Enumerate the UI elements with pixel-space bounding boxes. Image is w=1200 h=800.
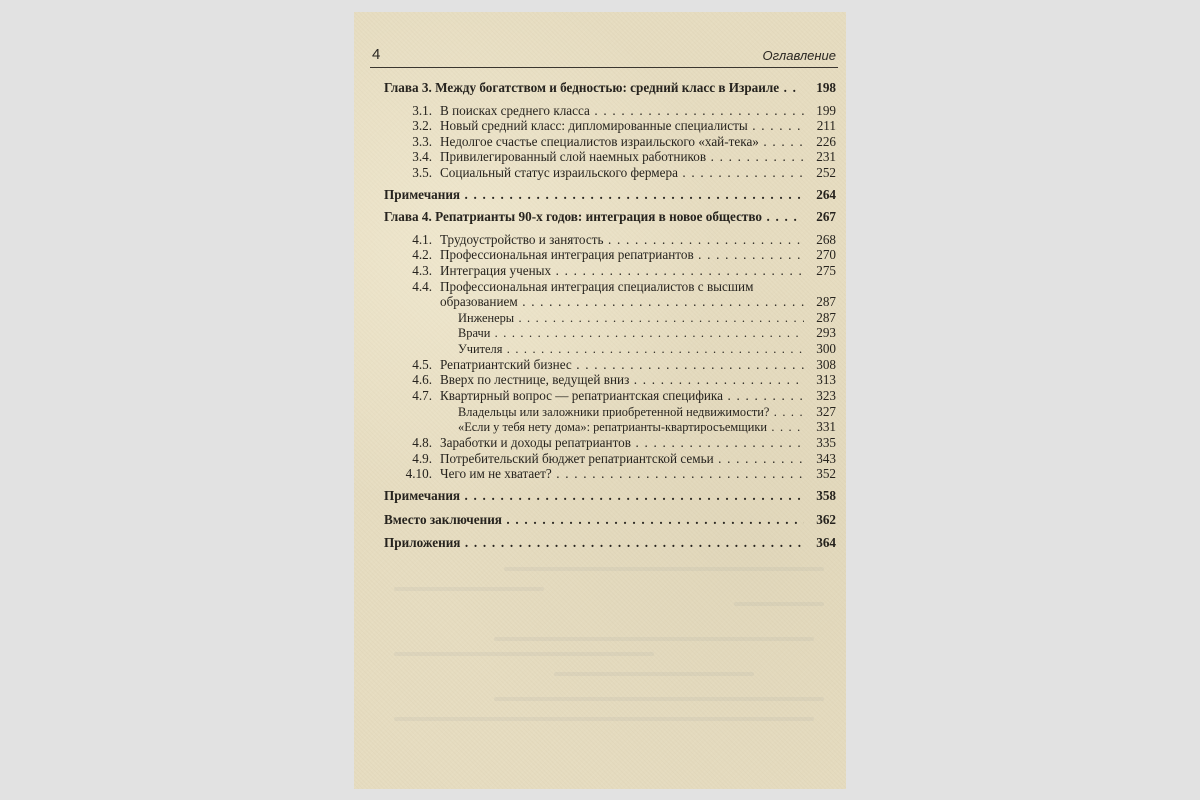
toc-chapter [354, 209, 846, 225]
toc-page-number: 264 [816, 187, 836, 202]
toc-page-number: 198 [816, 80, 836, 95]
toc-backmatter [354, 187, 846, 203]
toc-number: 3.4. [412, 149, 432, 164]
toc-title: Учителя . . . [458, 341, 804, 357]
toc-backmatter [354, 535, 846, 551]
book-page [354, 12, 846, 789]
toc-page-number: 268 [816, 232, 836, 247]
toc-page-number: 287 [816, 310, 836, 325]
toc-title: В поисках среднего класса . . . [440, 103, 804, 119]
toc-title: Социальный статус израильского фермера . . . [440, 165, 804, 181]
toc-page-number: 364 [816, 535, 836, 550]
toc-number: 4.9. [412, 451, 432, 466]
toc-number: 4.7. [412, 388, 432, 403]
toc-page-number: 300 [816, 341, 836, 356]
toc-page-number: 335 [816, 435, 836, 450]
toc-title: Чего им не хватает? . . . [440, 466, 804, 482]
toc-number: 4.4. [412, 279, 432, 294]
toc-page-number: 362 [816, 512, 836, 527]
toc-page-number: 211 [816, 118, 836, 133]
toc-title: Вверх по лестнице, ведущей вниз . . . [440, 372, 804, 388]
toc-section [354, 118, 846, 134]
toc-page-number: 343 [816, 451, 836, 466]
toc-title: Врачи . . . [458, 325, 804, 341]
toc-page-number: 199 [816, 103, 836, 118]
toc-number: 4.2. [412, 247, 432, 262]
toc-subsection [354, 325, 846, 341]
toc-title: «Если у тебя нету дома»: репатрианты-квартиросъемщики . . . [458, 419, 804, 435]
toc-title: Приложения . . . [384, 535, 804, 551]
toc-page-number: 358 [816, 488, 836, 503]
toc-title: Профессиональная интеграция репатриантов . . . [440, 247, 804, 263]
toc-section [354, 388, 846, 404]
toc-page-number: 287 [816, 294, 836, 309]
toc-page-number: 313 [816, 372, 836, 387]
toc-number: 3.5. [412, 165, 432, 180]
toc-subsection [354, 419, 846, 435]
toc-page-number: 267 [816, 209, 836, 224]
toc-section [354, 263, 846, 279]
toc-page-number: 275 [816, 263, 836, 278]
toc-section [354, 247, 846, 263]
toc-section-continuation [354, 294, 846, 310]
toc-section [354, 134, 846, 150]
toc-section [354, 466, 846, 482]
toc-page-number: 331 [816, 419, 836, 434]
toc-title: Квартирный вопрос — репатриантская специфика . . . [440, 388, 804, 404]
toc-title: Интеграция ученых . . . [440, 263, 804, 279]
toc-title: Трудоустройство и занятость . . . [440, 232, 804, 248]
toc-section [354, 372, 846, 388]
toc-number: 4.5. [412, 357, 432, 372]
toc-title: Новый средний класс: дипломированные специалисты . . . [440, 118, 804, 134]
toc-section [354, 435, 846, 451]
toc-backmatter [354, 488, 846, 504]
toc-page-number: 327 [816, 404, 836, 419]
toc-number: 3.2. [412, 118, 432, 133]
toc-page-number: 308 [816, 357, 836, 372]
toc-title: Привилегированный слой наемных работников . . . [440, 149, 804, 165]
toc-title: Потребительский бюджет репатриантской семьи . . . [440, 451, 804, 467]
running-title: Оглавление [762, 48, 836, 63]
toc-subsection [354, 310, 846, 326]
toc-page-number: 226 [816, 134, 836, 149]
toc-page-number: 323 [816, 388, 836, 403]
toc-number: 3.1. [412, 103, 432, 118]
toc-section [354, 149, 846, 165]
toc-section [354, 232, 846, 248]
toc-section [354, 103, 846, 119]
toc-title: Инженеры . . . [458, 310, 804, 326]
toc-title: Глава 3. Между богатством и бедностью: средний класс в Израиле . . . [384, 80, 800, 96]
toc-number: 4.6. [412, 372, 432, 387]
table-of-contents [354, 12, 846, 789]
toc-section [354, 165, 846, 181]
toc-subsection [354, 341, 846, 357]
toc-title: Глава 4. Репатрианты 90-х годов: интеграция в новое общество . . . [384, 209, 800, 225]
toc-page-number: 231 [816, 149, 836, 164]
toc-number: 3.3. [412, 134, 432, 149]
toc-title: Владельцы или заложники приобретенной недвижимости? . . . [458, 404, 804, 420]
toc-title: Примечания . . . [384, 488, 804, 504]
toc-chapter [354, 80, 846, 96]
toc-title: образованием . . . [440, 294, 804, 310]
toc-page-number: 352 [816, 466, 836, 481]
toc-number: 4.10. [405, 466, 432, 481]
toc-number: 4.3. [412, 263, 432, 278]
toc-page-number: 270 [816, 247, 836, 262]
toc-section [354, 451, 846, 467]
toc-subsection [354, 404, 846, 420]
toc-page-number: 252 [816, 165, 836, 180]
toc-section [354, 357, 846, 373]
toc-number: 4.1. [412, 232, 432, 247]
toc-number: 4.8. [412, 435, 432, 450]
toc-title: Вместо заключения . . . [384, 512, 804, 528]
toc-section [354, 279, 846, 295]
toc-backmatter [354, 512, 846, 528]
toc-title: Профессиональная интеграция специалистов с высшим [440, 279, 754, 294]
toc-title: Репатриантский бизнес . . . [440, 357, 804, 373]
toc-title: Заработки и доходы репатриантов . . . [440, 435, 804, 451]
toc-title: Недолгое счастье специалистов израильского «хай-тека» . . . [440, 134, 804, 150]
toc-page-number: 293 [816, 325, 836, 340]
toc-title: Примечания . . . [384, 187, 804, 203]
page-number: 4 [372, 46, 381, 63]
